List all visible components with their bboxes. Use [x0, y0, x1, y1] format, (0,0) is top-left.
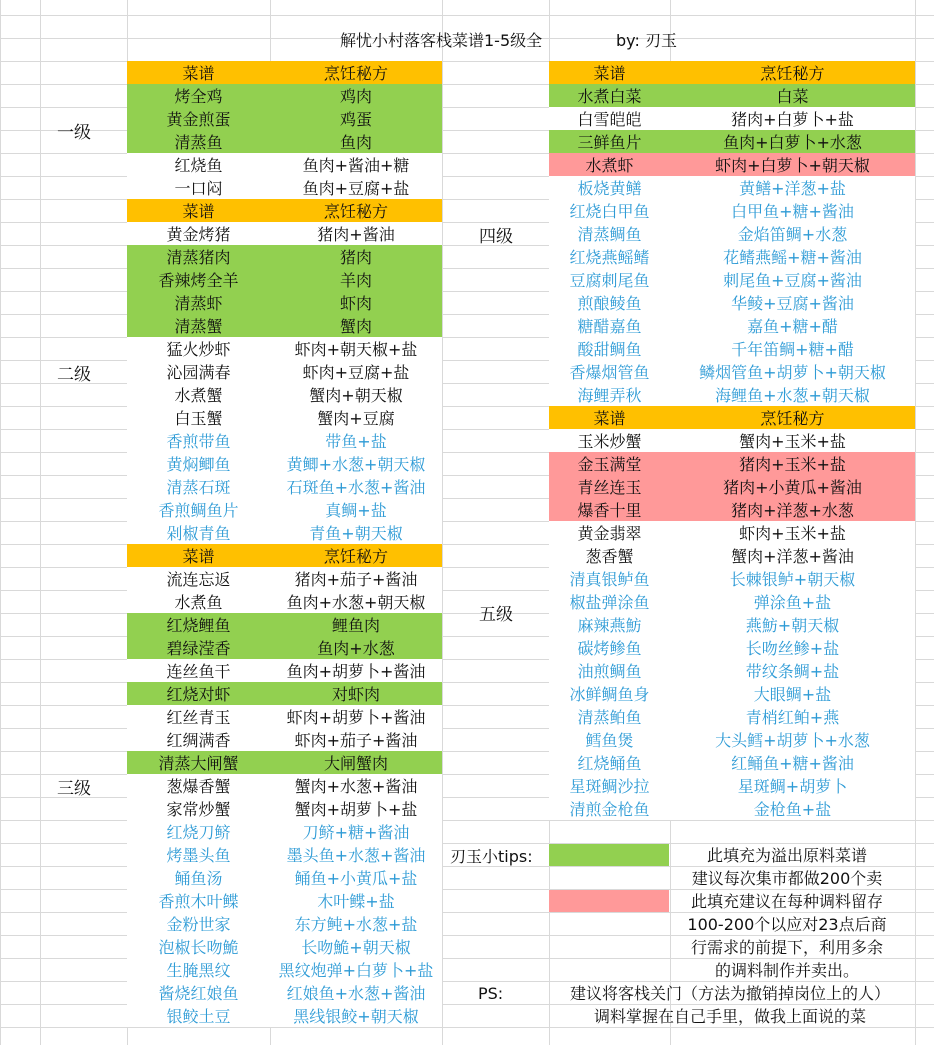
right-dish-recipe: 燕魴+朝天椒: [670, 613, 915, 636]
left-dish-name: 清蒸大闸蟹: [127, 751, 270, 774]
left-dish-recipe: 鸡蛋: [270, 107, 442, 130]
left-dish-name: 家常炒蟹: [127, 797, 270, 820]
right-dish-name: 水煮虾: [549, 153, 670, 176]
left-dish-name: 香煎鲷鱼片: [127, 498, 270, 521]
left-dish-recipe: 羊肉: [270, 268, 442, 291]
left-dish-name: 一口闷: [127, 176, 270, 199]
right-header-recipe: 菜谱: [549, 406, 670, 429]
right-dish-name: 红烧鲬鱼: [549, 751, 670, 774]
right-header-recipe: 菜谱: [549, 61, 670, 84]
left-dish-recipe: 鸡肉: [270, 84, 442, 107]
right-dish-recipe: 红鲬鱼+糖+酱油: [670, 751, 915, 774]
right-dish-recipe: 大眼鲷+盐: [670, 682, 915, 705]
level-4-label: 四级: [479, 226, 513, 246]
left-dish-name: 黄焖鲫鱼: [127, 452, 270, 475]
left-dish-recipe: 鱼肉+酱油+糖: [270, 153, 442, 176]
left-header-secret: 烹饪秘方: [270, 199, 442, 222]
left-dish-name: 连丝鱼干: [127, 659, 270, 682]
left-dish-recipe: 虾肉+朝天椒+盐: [270, 337, 442, 360]
left-dish-recipe: 真鲷+盐: [270, 498, 442, 521]
right-dish-recipe: 蟹肉+洋葱+酱油: [670, 544, 915, 567]
left-dish-recipe: 墨头鱼+水葱+酱油: [270, 843, 442, 866]
tip-swatch-green: [549, 844, 669, 866]
level-5-label: 五级: [479, 604, 513, 624]
right-dish-name: 葱香蟹: [549, 544, 670, 567]
left-dish-name: 红烧鲤鱼: [127, 613, 270, 636]
left-dish-name: 烤全鸡: [127, 84, 270, 107]
right-dish-recipe: 鱼肉+白萝卜+水葱: [670, 130, 915, 153]
left-dish-recipe: 青鱼+朝天椒: [270, 521, 442, 544]
right-header-secret: 烹饪秘方: [670, 406, 915, 429]
right-dish-name: 板烧黄鳝: [549, 176, 670, 199]
right-dish-recipe: 长棘银鲈+朝天椒: [670, 567, 915, 590]
right-dish-name: 煎酿鲮鱼: [549, 291, 670, 314]
left-header-secret: 烹饪秘方: [270, 61, 442, 84]
right-dish-recipe: 猪肉+白萝卜+盐: [670, 107, 915, 130]
right-dish-name: 碳烤鲹鱼: [549, 636, 670, 659]
left-dish-name: 银鲛土豆: [127, 1004, 270, 1027]
tip-note-pink-line3: 行需求的前提下，利用多余: [690, 938, 883, 957]
ps-note-line1: 建议将客栈关门（方法为撤销掉岗位上的人）: [569, 984, 890, 1003]
left-dish-name: 金粉世家: [127, 912, 270, 935]
right-dish-recipe: 虾肉+白萝卜+朝天椒: [670, 153, 915, 176]
right-dish-name: 椒盐弹涂鱼: [549, 590, 670, 613]
left-dish-recipe: 鱼肉+水葱: [270, 636, 442, 659]
left-dish-name: 红烧对虾: [127, 682, 270, 705]
left-dish-name: 烤墨头鱼: [127, 843, 270, 866]
left-dish-recipe: 虾肉+茄子+酱油: [270, 728, 442, 751]
right-dish-recipe: 星斑鲷+胡萝卜: [670, 774, 915, 797]
right-dish-name: 清蒸鲌鱼: [549, 705, 670, 728]
left-dish-name: 水煮鱼: [127, 590, 270, 613]
left-header-recipe: 菜谱: [127, 61, 270, 84]
left-dish-name: 白玉蟹: [127, 406, 270, 429]
left-dish-recipe: 鱼肉: [270, 130, 442, 153]
left-dish-recipe: 猪肉+茄子+酱油: [270, 567, 442, 590]
level-3-label: 三级: [57, 778, 91, 798]
left-dish-recipe: 蟹肉+豆腐: [270, 406, 442, 429]
left-dish-name: 香辣烤全羊: [127, 268, 270, 291]
tip-note-green: [672, 844, 902, 890]
left-dish-name: 黄金烤猪: [127, 222, 270, 245]
right-dish-recipe: 白菜: [670, 84, 915, 107]
right-dish-name: 麻辣燕魴: [549, 613, 670, 636]
tips-label: 刃玉小tips:: [450, 847, 533, 866]
left-dish-recipe: 虾肉: [270, 291, 442, 314]
left-header-secret: 烹饪秘方: [270, 544, 442, 567]
left-dish-recipe: 鱼肉+胡萝卜+酱油: [270, 659, 442, 682]
tip-note-green-line2: 建议每次集市都做200个卖: [691, 869, 883, 888]
ps-note: [545, 982, 915, 1028]
tip-note-pink-line2: 100-200个以应对23点后商: [687, 915, 887, 934]
left-dish-name: 剁椒青鱼: [127, 521, 270, 544]
right-dish-name: 清煎金枪鱼: [549, 797, 670, 820]
right-dish-recipe: 金枪鱼+盐: [670, 797, 915, 820]
right-dish-recipe: 刺尾鱼+豆腐+酱油: [670, 268, 915, 291]
sheet-author: by: 刃玉: [616, 30, 677, 50]
left-dish-name: 红烧鱼: [127, 153, 270, 176]
left-header-recipe: 菜谱: [127, 199, 270, 222]
right-dish-name: 清蒸鲷鱼: [549, 222, 670, 245]
left-dish-name: 泡椒长吻鮠: [127, 935, 270, 958]
right-dish-recipe: 千年笛鲷+糖+醋: [670, 337, 915, 360]
left-dish-name: 水煮蟹: [127, 383, 270, 406]
left-dish-recipe: 红娘鱼+水葱+酱油: [270, 981, 442, 1004]
left-dish-name: 鲬鱼汤: [127, 866, 270, 889]
right-dish-recipe: 华鲮+豆腐+酱油: [670, 291, 915, 314]
left-dish-name: 红烧刀鲚: [127, 820, 270, 843]
right-dish-recipe: 猪肉+洋葱+水葱: [670, 498, 915, 521]
left-dish-recipe: 鲤鱼肉: [270, 613, 442, 636]
left-dish-name: 香煎木叶鲽: [127, 889, 270, 912]
left-dish-recipe: 蟹肉+水葱+酱油: [270, 774, 442, 797]
ps-note-line2: 调料掌握在自己手里，做我上面说的菜: [593, 1007, 866, 1026]
left-dish-name: 清蒸虾: [127, 291, 270, 314]
tip-note-pink-line4: 的调料制作并卖出。: [714, 961, 859, 980]
right-dish-recipe: 鳞烟管鱼+胡萝卜+朝天椒: [670, 360, 915, 383]
right-dish-name: 红烧白甲鱼: [549, 199, 670, 222]
right-dish-name: 三鲜鱼片: [549, 130, 670, 153]
right-dish-name: 糖醋嘉鱼: [549, 314, 670, 337]
right-dish-name: 豆腐刺尾鱼: [549, 268, 670, 291]
tip-note-green-line1: 此填充为溢出原料菜谱: [706, 846, 867, 865]
left-dish-name: 清蒸蟹: [127, 314, 270, 337]
right-dish-recipe: 花鳍燕鳐+糖+酱油: [670, 245, 915, 268]
right-dish-recipe: 青梢红鲌+燕: [670, 705, 915, 728]
level-1-label: 一级: [57, 122, 91, 142]
right-dish-name: 水煮白菜: [549, 84, 670, 107]
level-2-label: 二级: [57, 364, 91, 384]
ps-label: PS:: [478, 984, 504, 1003]
right-dish-recipe: 蟹肉+玉米+盐: [670, 429, 915, 452]
left-dish-name: 猛火炒虾: [127, 337, 270, 360]
left-dish-recipe: 蟹肉+朝天椒: [270, 383, 442, 406]
right-dish-name: 青丝连玉: [549, 475, 670, 498]
left-dish-recipe: 长吻鮠+朝天椒: [270, 935, 442, 958]
left-dish-recipe: 对虾肉: [270, 682, 442, 705]
right-dish-name: 鳕鱼煲: [549, 728, 670, 751]
right-dish-recipe: 黄鳝+洋葱+盐: [670, 176, 915, 199]
right-dish-recipe: 带纹条鲷+盐: [670, 659, 915, 682]
left-dish-recipe: 蟹肉+胡萝卜+盐: [270, 797, 442, 820]
left-dish-name: 黄金煎蛋: [127, 107, 270, 130]
left-dish-recipe: 鲬鱼+小黄瓜+盐: [270, 866, 442, 889]
right-dish-name: 酸甜鲷鱼: [549, 337, 670, 360]
left-dish-name: 清蒸鱼: [127, 130, 270, 153]
right-dish-name: 爆香十里: [549, 498, 670, 521]
left-dish-recipe: 石斑鱼+水葱+酱油: [270, 475, 442, 498]
right-dish-recipe: 金焰笛鲷+水葱: [670, 222, 915, 245]
left-dish-recipe: 带鱼+盐: [270, 429, 442, 452]
tip-swatch-pink: [549, 890, 669, 912]
right-dish-recipe: 白甲鱼+糖+酱油: [670, 199, 915, 222]
right-dish-recipe: 猪肉+玉米+盐: [670, 452, 915, 475]
right-dish-recipe: 弹涂鱼+盐: [670, 590, 915, 613]
left-dish-name: 流连忘返: [127, 567, 270, 590]
right-header-secret: 烹饪秘方: [670, 61, 915, 84]
left-dish-name: 香煎带鱼: [127, 429, 270, 452]
left-dish-recipe: 黄鲫+水葱+朝天椒: [270, 452, 442, 475]
right-dish-name: 玉米炒蟹: [549, 429, 670, 452]
left-dish-name: 红丝青玉: [127, 705, 270, 728]
right-dish-recipe: 猪肉+小黄瓜+酱油: [670, 475, 915, 498]
left-header-recipe: 菜谱: [127, 544, 270, 567]
left-dish-recipe: 木叶鲽+盐: [270, 889, 442, 912]
tip-note-pink-line1: 此填充建议在每种调料留存: [690, 892, 883, 911]
left-dish-name: 葱爆香蟹: [127, 774, 270, 797]
tip-note-pink: [672, 890, 902, 982]
right-dish-name: 金玉满堂: [549, 452, 670, 475]
sheet-title: 解忧小村落客栈菜谱1-5级全: [340, 30, 543, 50]
right-dish-recipe: 长吻丝鲹+盐: [670, 636, 915, 659]
right-dish-name: 香爆烟管鱼: [549, 360, 670, 383]
left-dish-recipe: 东方鲀+水葱+盐: [270, 912, 442, 935]
left-dish-name: 生腌黑纹: [127, 958, 270, 981]
right-dish-name: 油煎鲷鱼: [549, 659, 670, 682]
left-dish-recipe: 鱼肉+水葱+朝天椒: [270, 590, 442, 613]
left-dish-name: 酱烧红娘鱼: [127, 981, 270, 1004]
right-dish-name: 海鲤弄秋: [549, 383, 670, 406]
right-dish-recipe: 大头鳕+胡萝卜+水葱: [670, 728, 915, 751]
left-dish-name: 清蒸猪肉: [127, 245, 270, 268]
left-dish-recipe: 猪肉: [270, 245, 442, 268]
left-dish-name: 红绸满香: [127, 728, 270, 751]
left-dish-name: 沁园满春: [127, 360, 270, 383]
right-dish-name: 清真银鲈鱼: [549, 567, 670, 590]
left-dish-recipe: 鱼肉+豆腐+盐: [270, 176, 442, 199]
right-dish-name: 黄金翡翠: [549, 521, 670, 544]
left-dish-recipe: 蟹肉: [270, 314, 442, 337]
left-dish-recipe: 大闸蟹肉: [270, 751, 442, 774]
left-dish-recipe: 刀鲚+糖+酱油: [270, 820, 442, 843]
right-dish-recipe: 虾肉+玉米+盐: [670, 521, 915, 544]
right-dish-name: 红烧燕鳐鳍: [549, 245, 670, 268]
left-dish-name: 碧绿滢香: [127, 636, 270, 659]
right-dish-name: 冰鲜鲷鱼身: [549, 682, 670, 705]
right-dish-recipe: 海鲤鱼+水葱+朝天椒: [670, 383, 915, 406]
left-dish-name: 清蒸石斑: [127, 475, 270, 498]
left-dish-recipe: 虾肉+胡萝卜+酱油: [270, 705, 442, 728]
left-dish-recipe: 虾肉+豆腐+盐: [270, 360, 442, 383]
left-dish-recipe: 黑纹炮弹+白萝卜+盐: [270, 958, 442, 981]
left-dish-recipe: 黑线银鲛+朝天椒: [270, 1004, 442, 1027]
right-dish-name: 星斑鲷沙拉: [549, 774, 670, 797]
left-dish-recipe: 猪肉+酱油: [270, 222, 442, 245]
right-dish-recipe: 嘉鱼+糖+醋: [670, 314, 915, 337]
right-dish-name: 白雪皑皑: [549, 107, 670, 130]
